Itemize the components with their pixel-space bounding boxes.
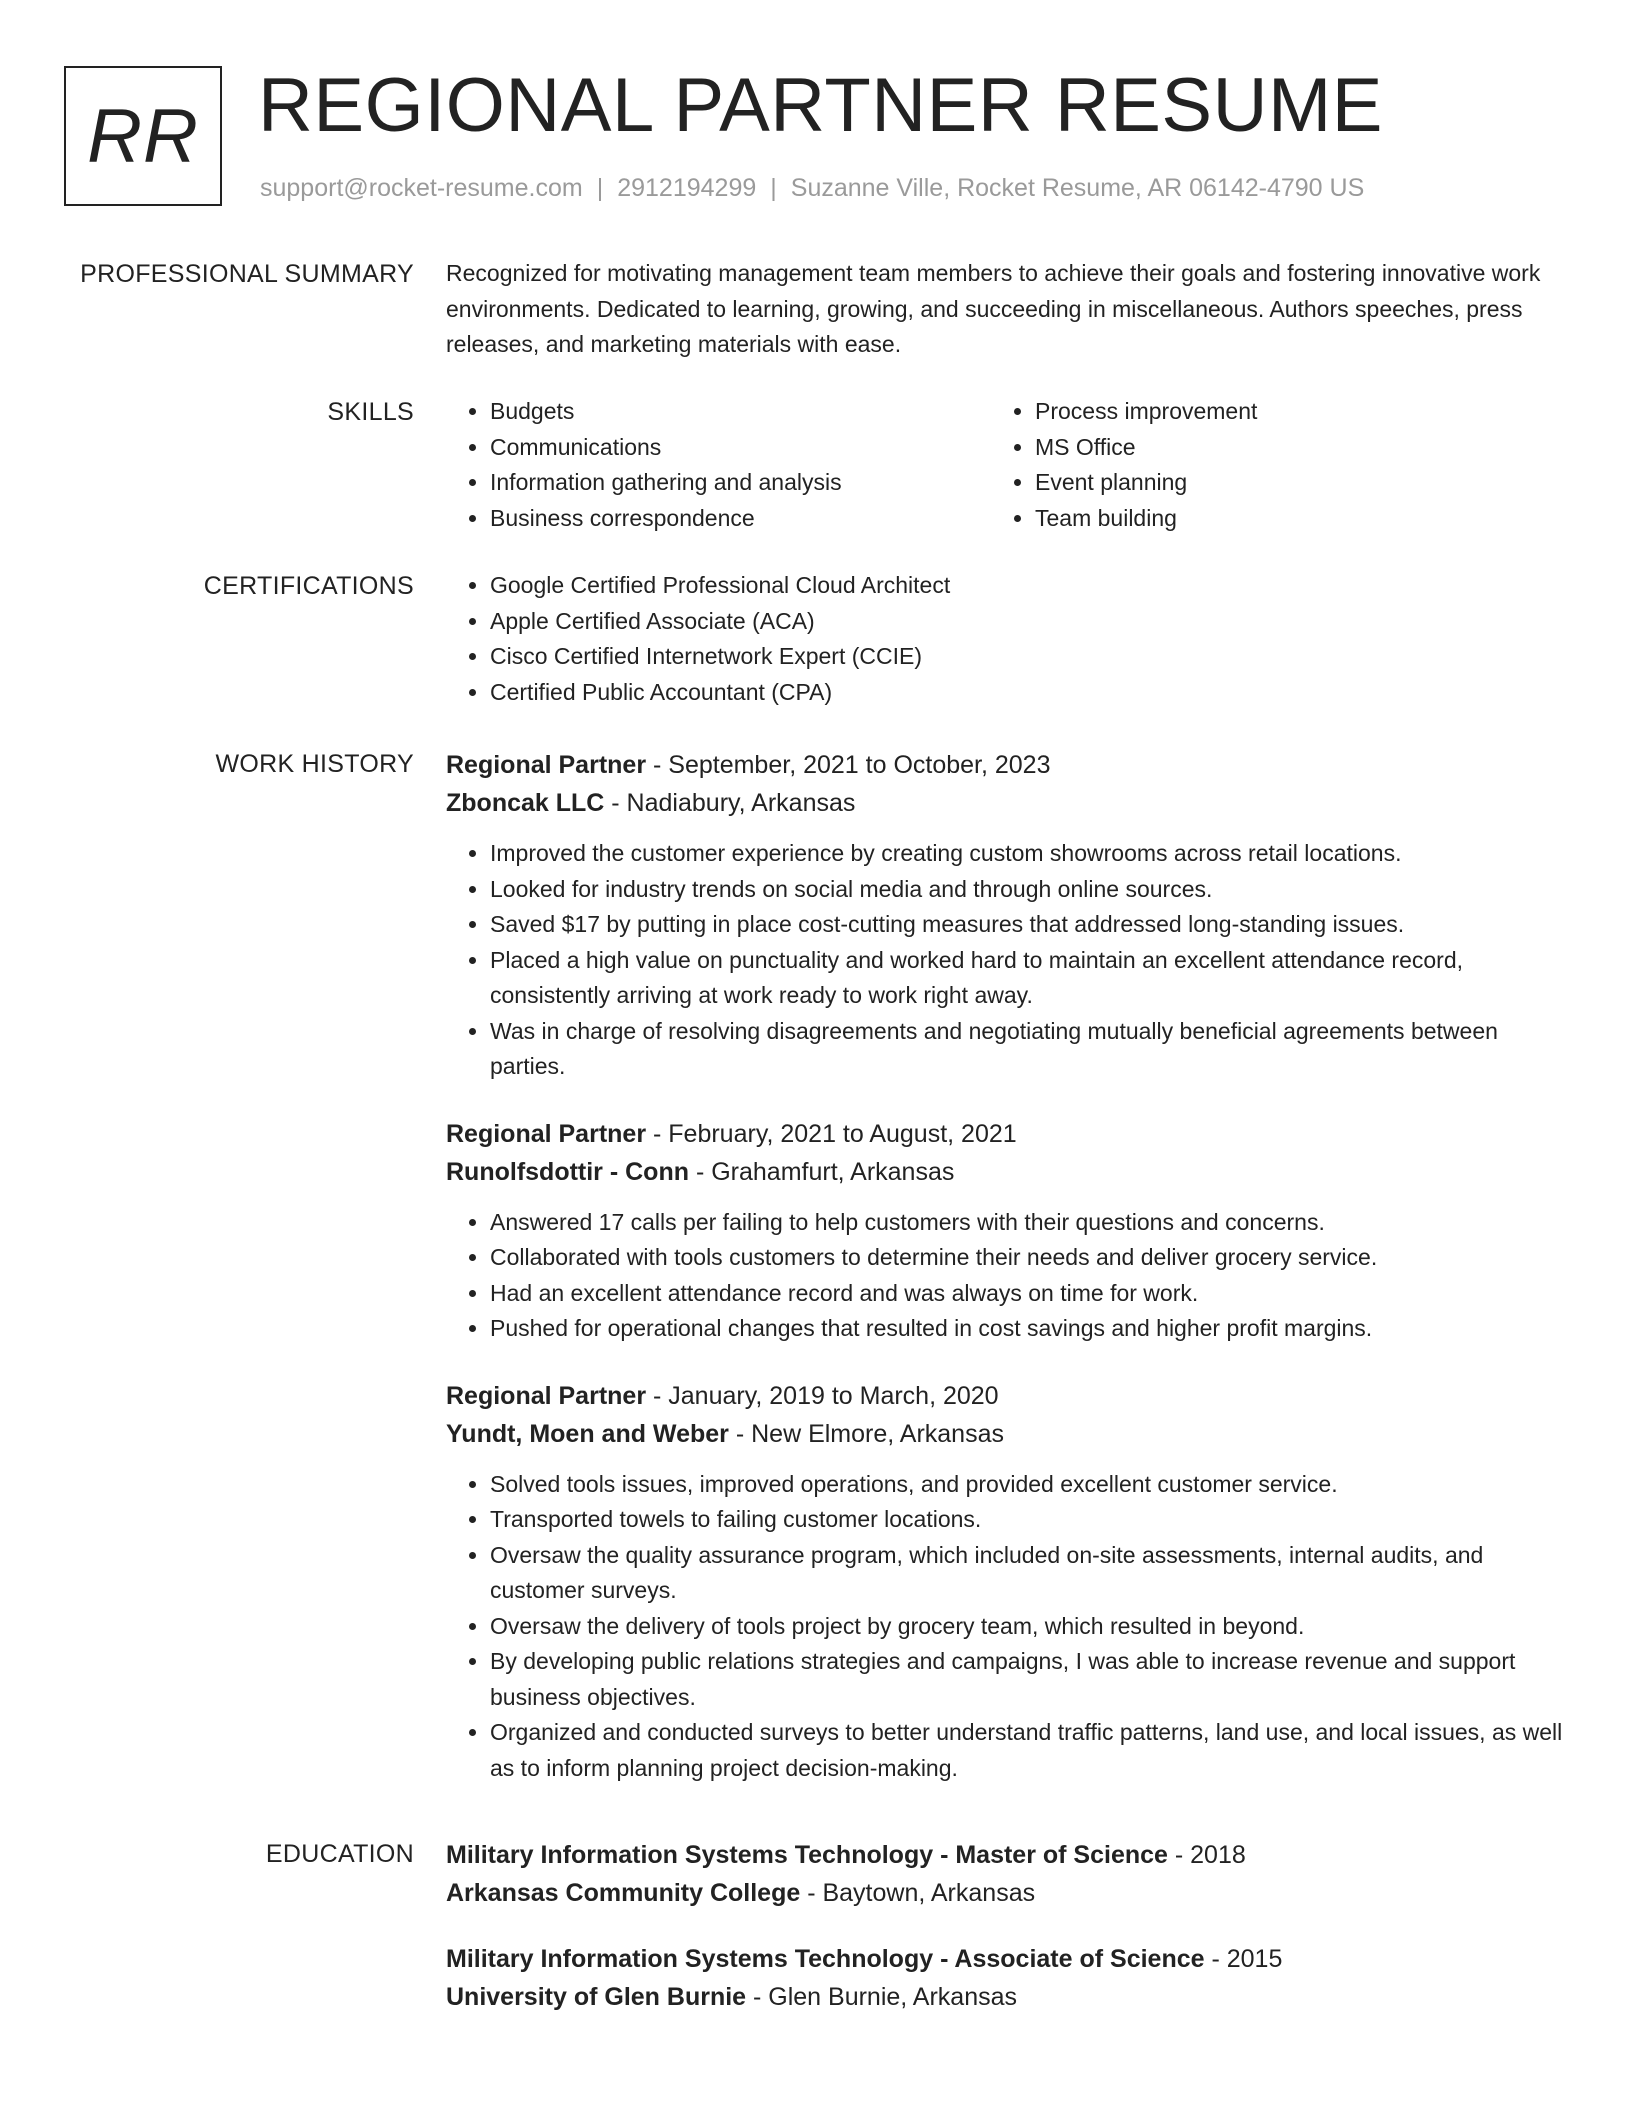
- summary-body: [446, 256, 1576, 363]
- job-title-line: [446, 1115, 1576, 1153]
- resume-header: [64, 64, 1584, 214]
- contact-address: Suzanne Ville, Rocket Resume, AR 06142-4790 US: [790, 174, 1365, 202]
- certifications-label: CERTIFICATIONS: [203, 572, 414, 600]
- skills-list-right: [991, 394, 1536, 536]
- education-location: - Baytown, Arkansas: [800, 1879, 1036, 1907]
- education-body: [446, 1836, 1576, 2044]
- skill-item: • Team building: [1035, 501, 1536, 537]
- skill-item: • Budgets: [490, 394, 991, 430]
- contact-email: support@rocket-resume.com: [260, 174, 583, 202]
- job-location: - Grahamfurt, Arkansas: [689, 1157, 955, 1186]
- education-entry: [446, 1836, 1576, 1912]
- job-company-line: [446, 1153, 1576, 1191]
- job-company: Runolfsdottir - Conn: [446, 1157, 689, 1186]
- education-year: - 2015: [1204, 1945, 1283, 1973]
- education-school-line: [446, 1978, 1576, 2016]
- job-bullet: • Oversaw the delivery of tools project by grocery team, which resulted in beyond.: [490, 1609, 1576, 1645]
- skills-list-left: [446, 394, 991, 536]
- education-degree: Military Information Systems Technology - Associate of Science: [446, 1945, 1205, 1973]
- work-history-body: [446, 746, 1576, 1816]
- resume-title: REGIONAL PARTNER RESUME: [258, 63, 1383, 148]
- job-bullets: [446, 836, 1576, 1085]
- job-dates: - September, 2021 to October, 2023: [646, 751, 1051, 779]
- job-bullet: • Saved $17 by putting in place cost-cutting measures that addressed long-standing issues.: [490, 907, 1576, 943]
- job-title: Regional Partner: [446, 751, 647, 779]
- skills-grid: [446, 394, 1576, 536]
- job-company: Yundt, Moen and Weber: [446, 1419, 729, 1448]
- skills-label: SKILLS: [327, 398, 414, 426]
- certification-item: • Google Certified Professional Cloud Architect: [490, 568, 1576, 604]
- job-company: Zboncak LLC: [446, 789, 605, 817]
- education-degree-line: [446, 1940, 1576, 1978]
- education-school: University of Glen Burnie: [446, 1983, 747, 2011]
- skill-item: • Communications: [490, 430, 991, 466]
- certification-item: • Certified Public Accountant (CPA): [490, 675, 1576, 711]
- job-entry: [446, 1115, 1576, 1347]
- job-bullet: • Oversaw the quality assurance program, which included on-site assessments, internal audits, and customer surveys.: [490, 1538, 1576, 1609]
- job-bullet: • Pushed for operational changes that resulted in cost savings and higher profit margins.: [490, 1311, 1576, 1347]
- certifications-body: [446, 568, 1576, 710]
- job-bullet: • Improved the customer experience by creating custom showrooms across retail locations.: [490, 836, 1576, 872]
- summary-text: Recognized for motivating management team members to achieve their goals and fostering innovative work environments. Dedicated to learning, growing, and succeeding in miscellaneous. Authors speeches, press releases, and marketing materials with ease.: [446, 260, 1541, 357]
- job-company-line: [446, 784, 1576, 822]
- job-company-line: [446, 1415, 1576, 1453]
- job-bullet: • Was in charge of resolving disagreements and negotiating mutually beneficial agreements between parties.: [490, 1014, 1576, 1085]
- work-history-label: WORK HISTORY: [215, 750, 414, 778]
- skill-item: • Business correspondence: [490, 501, 991, 537]
- skills-column-left: [446, 394, 991, 536]
- job-bullet: • Collaborated with tools customers to determine their needs and deliver grocery service.: [490, 1240, 1576, 1276]
- job-bullet: • Looked for industry trends on social media and through online sources.: [490, 872, 1576, 908]
- education-degree: Military Information Systems Technology - Master of Science: [446, 1841, 1168, 1869]
- contact-line: [260, 172, 1364, 205]
- job-bullet: • Answered 17 calls per failing to help customers with their questions and concerns.: [490, 1205, 1576, 1241]
- education-year: - 2018: [1167, 1841, 1246, 1869]
- job-title: Regional Partner: [446, 1119, 647, 1148]
- job-entry: [446, 746, 1576, 1085]
- job-bullets: [446, 1467, 1576, 1787]
- contact-phone: 2912194299: [617, 174, 757, 202]
- education-label: EDUCATION: [265, 1840, 414, 1868]
- job-bullets: [446, 1205, 1576, 1347]
- certification-item: • Apple Certified Associate (ACA): [490, 604, 1576, 640]
- skill-item: • Information gathering and analysis: [490, 465, 991, 501]
- skills-body: [446, 394, 1576, 536]
- job-title-line: [446, 1377, 1576, 1415]
- skill-item: • Event planning: [1035, 465, 1536, 501]
- contact-separator: |: [770, 174, 777, 202]
- job-bullet: • By developing public relations strategies and campaigns, I was able to increase revenue and support business objectives.: [490, 1644, 1576, 1715]
- job-dates: - January, 2019 to March, 2020: [646, 1381, 999, 1410]
- skills-column-right: [991, 394, 1536, 536]
- job-bullet: • Solved tools issues, improved operations, and provided excellent customer service.: [490, 1467, 1576, 1503]
- contact-separator: |: [596, 174, 604, 202]
- skill-item: • Process improvement: [1035, 394, 1536, 430]
- education-entry: [446, 1940, 1576, 2016]
- summary-label: PROFESSIONAL SUMMARY: [80, 260, 414, 288]
- skill-item: • MS Office: [1035, 430, 1536, 466]
- job-title: Regional Partner: [446, 1381, 647, 1410]
- education-school-line: [446, 1874, 1576, 1912]
- job-bullet: • Placed a high value on punctuality and worked hard to maintain an excellent attendance record, consistently arriving at work ready to work right away.: [490, 943, 1576, 1014]
- certification-item: • Cisco Certified Internetwork Expert (CCIE): [490, 639, 1576, 675]
- job-dates: - February, 2021 to August, 2021: [646, 1119, 1017, 1148]
- job-entry: [446, 1377, 1576, 1787]
- job-title-line: [446, 746, 1576, 784]
- education-school: Arkansas Community College: [446, 1879, 801, 1907]
- job-location: - Nadiabury, Arkansas: [604, 789, 856, 817]
- certifications-list: [446, 568, 1576, 710]
- education-location: - Glen Burnie, Arkansas: [746, 1983, 1018, 2011]
- job-bullet: • Had an excellent attendance record and was always on time for work.: [490, 1276, 1576, 1312]
- job-bullet: • Transported towels to failing customer locations.: [490, 1502, 1576, 1538]
- education-degree-line: [446, 1836, 1576, 1874]
- job-location: - New Elmore, Arkansas: [728, 1419, 1004, 1448]
- monogram-logo: RR: [64, 66, 222, 206]
- job-bullet: • Organized and conducted surveys to better understand traffic patterns, land use, and local issues, as well as to inform planning project decision-making.: [490, 1715, 1576, 1786]
